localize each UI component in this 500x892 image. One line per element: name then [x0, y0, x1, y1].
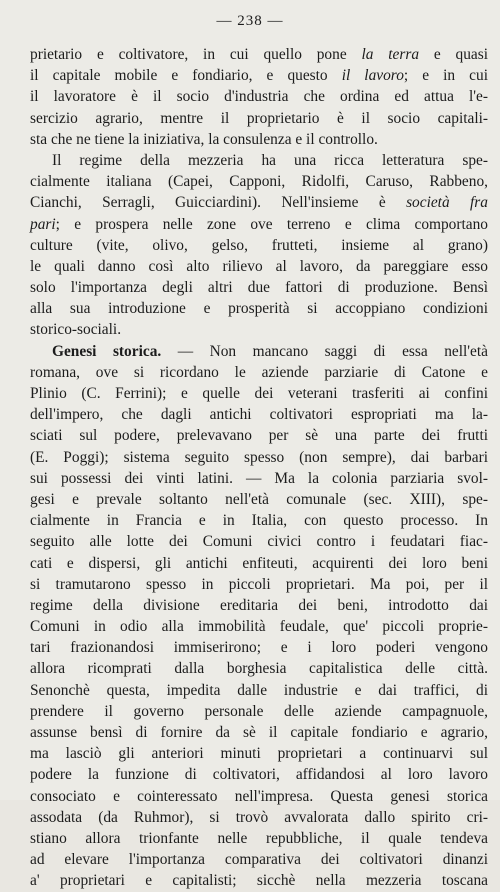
text-line	[30, 849, 488, 870]
text-segment: regime della divisione ereditaria dei beni, introdotto dai	[30, 596, 488, 614]
text-segment: culture (vite, olivo, gelso, frutteti, insieme al grano)	[30, 236, 488, 254]
text-line	[30, 171, 488, 192]
text-segment: cialmente in Francia e in Italia, con questo processo. In	[30, 512, 488, 530]
text-line	[30, 192, 488, 213]
text-segment: cialmente italiana (Capei, Capponi, Ridolfi, Caruso, Rabbeno,	[30, 173, 488, 191]
text-line	[30, 214, 488, 235]
text-line	[30, 383, 488, 404]
text-line	[30, 595, 488, 616]
text-segment: cati e dispersi, gli antichi enfiteuti, acquirenti dei loro beni	[30, 554, 488, 572]
text-line	[30, 616, 488, 637]
text-line	[30, 341, 488, 362]
text-segment: consociato e cointeressato nell'impresa. Questa genesi storica	[30, 787, 488, 805]
text-line	[30, 764, 488, 785]
text-line	[30, 658, 488, 679]
text-line	[30, 425, 488, 446]
text-line	[30, 129, 488, 150]
text-segment: Il regime della mezzeria ha una ricca letteratura spe-	[52, 151, 488, 169]
text-line	[30, 277, 488, 298]
text-segment: storico-sociali.	[30, 321, 122, 339]
text-segment: seguito alle lotte dei Comuni civici contro i feudatari fiac-	[30, 533, 488, 551]
text-line	[30, 256, 488, 277]
text-line	[30, 447, 488, 468]
text-segment: a' proprietari e capitalisti; sicchè nella mezzeria toscana	[30, 872, 488, 890]
text-segment: romana, ove si ricordano le aziende parziarie di Catone e	[30, 363, 488, 381]
text-line	[30, 531, 488, 552]
text-line	[30, 680, 488, 701]
text-line	[30, 44, 488, 65]
text-segment: si tramutarono spesso in piccoli proprietari. Ma poi, per il	[30, 575, 488, 593]
text-segment: il capitale mobile e fondiario, e questo	[30, 67, 342, 85]
text-segment: sercizio agrario, mentre il proprietario è il socio capitali-	[30, 109, 488, 127]
text-line	[30, 404, 488, 425]
body-text	[30, 44, 488, 892]
text-segment: prendere il governo personale delle aziende campagnuole,	[30, 702, 488, 720]
italic-phrase: società fra	[406, 194, 488, 212]
italic-phrase: pari	[30, 215, 56, 233]
text-line	[30, 150, 488, 171]
text-segment: assunse bensì di fornire da sè il capitale fondiario e agrario,	[30, 724, 488, 741]
text-segment: dell'impero, che dagli antichi coltivatori espropriati ma la-	[30, 406, 488, 424]
text-segment: Plinio (C. Ferrini); e quelle dei veterani trasferiti ai confini	[30, 385, 488, 402]
section-heading: Genesi storica.	[52, 342, 162, 360]
text-segment: sciati sul podere, prelevavano per sè una parte dei frutti	[30, 427, 488, 445]
text-line	[30, 86, 488, 107]
text-segment: ma lasciò gli anteriori minuti proprietari a continuarvi sul	[30, 745, 488, 763]
italic-phrase: il lavoro	[341, 67, 404, 85]
text-line	[30, 786, 488, 807]
text-line	[30, 828, 488, 849]
text-line	[30, 468, 488, 489]
text-segment: podere la funzione di coltivatori, affidandosi al loro lavoro	[30, 766, 488, 784]
text-segment: le quali danno così alto rilievo al lavoro, da pareggiare esso	[30, 257, 488, 275]
text-segment: il lavoratore è il socio d'industria che ordina ed attua l'e-	[30, 88, 488, 106]
text-segment: tari frazionandosi immiserirono; e i loro poderi vengono	[30, 639, 488, 657]
text-line	[30, 701, 488, 722]
text-line	[30, 362, 488, 383]
text-line	[30, 807, 488, 828]
text-segment: ; e in cui	[403, 67, 488, 85]
text-line	[30, 743, 488, 764]
text-segment: Cianchi, Serragli, Guicciardini). Nell'insieme è	[30, 194, 407, 212]
text-segment: stiano allora trionfante nelle repubbliche, il quale tendeva	[30, 829, 488, 847]
text-segment: ad elevare l'importanza comparativa dei coltivatori dinanzi	[30, 851, 488, 869]
text-line	[30, 722, 488, 743]
text-segment: allora ricomprati dalla borghesia capitalistica delle città.	[30, 660, 488, 678]
text-segment: Comuni in odio alla immobilità feudale, que' piccoli proprie-	[30, 618, 488, 636]
text-segment: Senonchè questa, impedita dalle industrie e dai traffici, di	[30, 681, 488, 699]
text-line	[30, 108, 488, 129]
text-line	[30, 298, 488, 319]
text-line	[30, 489, 488, 510]
text-segment: solo l'importanza degli altri due fattori di produzione. Bensì	[30, 279, 488, 297]
text-segment: (E. Poggi); sistema seguito spesso (non sempre), dai barbari	[30, 448, 488, 466]
text-segment: assodata (da Ruhmor), si trovò avvalorata dallo spirito cri-	[30, 808, 488, 826]
text-line	[30, 65, 488, 86]
page-number: — 238 —	[216, 13, 284, 29]
text-segment: sta che ne tiene la iniziativa, la consulenza e il controllo.	[30, 130, 378, 148]
text-line	[30, 235, 488, 256]
text-segment: e quasi	[419, 46, 489, 63]
italic-phrase: la terra	[361, 46, 420, 63]
text-line	[30, 553, 488, 574]
text-segment: sui possessi dei vinti latini. — Ma la colonia parziaria svol-	[30, 469, 488, 487]
text-line	[30, 870, 488, 891]
text-segment: alla sua introduzione e prosperità si accoppiano condizioni	[30, 300, 488, 318]
text-segment: prietario e coltivatore, in cui quello pone	[30, 46, 362, 63]
text-segment: gesi e prevale soltanto nell'età comunale (sec. XIII), spe-	[30, 490, 488, 508]
text-line	[30, 574, 488, 595]
text-line	[30, 510, 488, 531]
text-segment: ; e prospera nelle zone ove terreno e clima comportano	[55, 215, 488, 233]
text-line	[30, 637, 488, 658]
text-segment: — Non mancano saggi di essa nell'età	[161, 342, 488, 360]
text-line	[30, 319, 488, 340]
